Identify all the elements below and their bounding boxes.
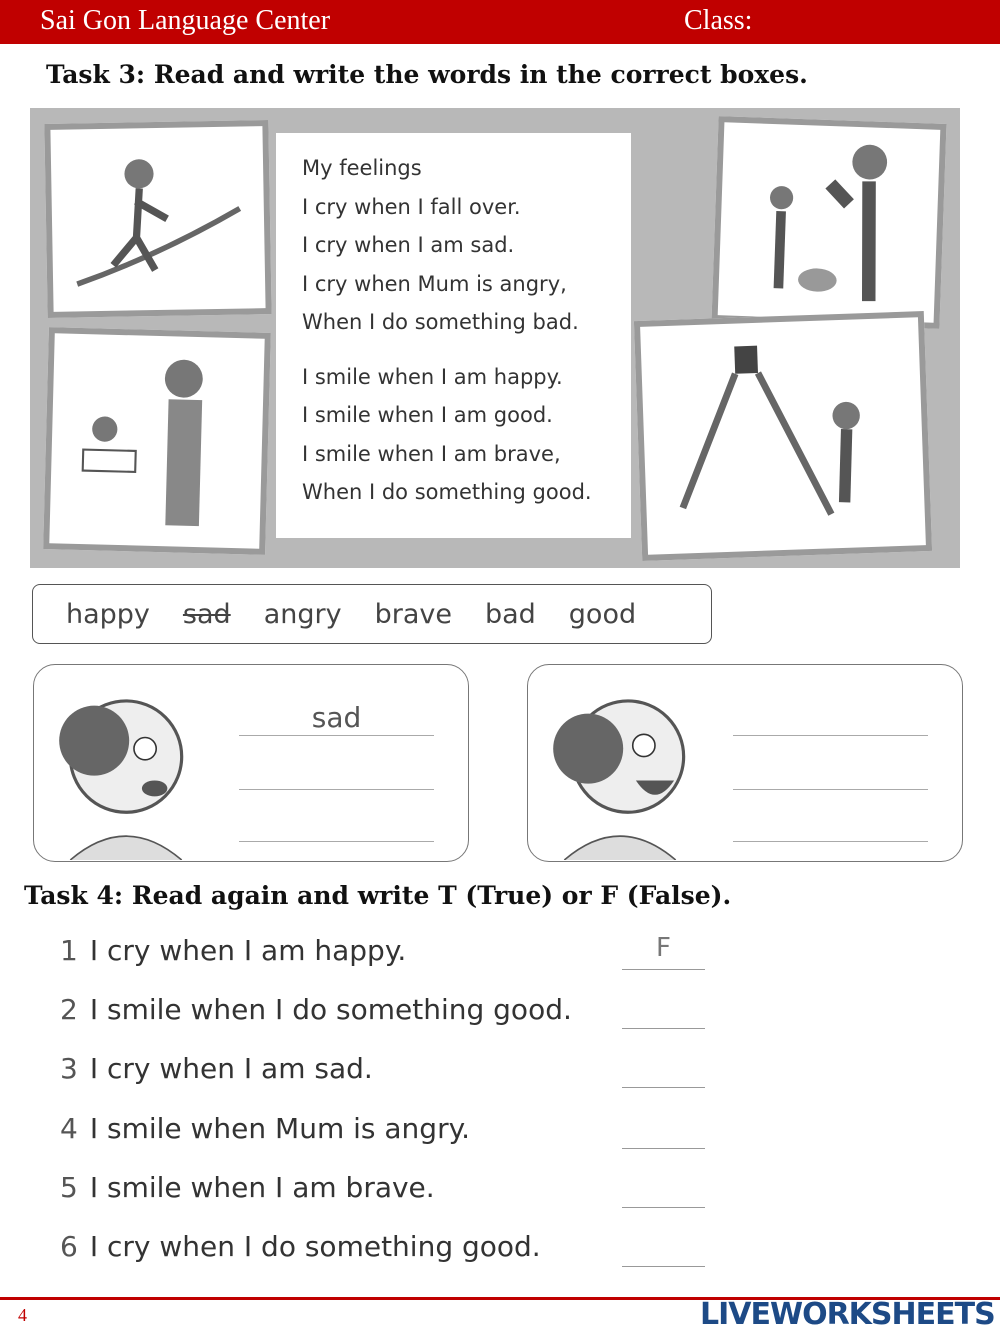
question-number: 5 [60,1171,78,1204]
liveworksheets-logo: LIVEWORKSHEETS [700,1297,995,1332]
question-text: I smile when I do something good. [89,993,572,1026]
girl-certificate-illustration [43,327,271,555]
mum-angry-illustration [711,116,946,329]
crying-answer-1[interactable]: sad [239,701,434,736]
question-4 [60,1112,470,1145]
word-sad: sad [182,598,231,630]
smiling-box [527,664,963,862]
question-3 [60,1052,373,1085]
question-number: 6 [60,1230,78,1263]
page-number: 4 [18,1305,27,1325]
poem-title: My feelings [302,156,422,180]
answer-3[interactable] [622,1051,705,1088]
question-text: I smile when Mum is angry. [89,1112,471,1145]
question-6 [60,1230,541,1263]
girl-slide-illustration [634,311,932,561]
answer-2[interactable] [622,992,705,1029]
poem-line: When I do something good. [302,480,592,504]
answer-1[interactable]: F [622,933,705,970]
smiling-answer-3[interactable] [733,807,928,842]
answer-6[interactable] [622,1230,705,1267]
smiling-answer-2[interactable] [733,755,928,790]
question-number: 3 [60,1052,78,1085]
question-2 [60,993,572,1026]
smiling-answer-1[interactable] [733,701,928,736]
question-5 [60,1171,435,1204]
school-name: Sai Gon Language Center [40,5,331,36]
task4-title: Task 4: Read again and write T (True) or F (False). [24,881,732,910]
answer-4[interactable] [622,1112,705,1149]
word-happy: happy [66,598,150,630]
header-bar [0,0,1000,44]
question-number: 2 [60,993,78,1026]
poem-line: I smile when I am happy. [302,364,563,389]
word-bad: bad [484,598,536,630]
crying-answer-3[interactable] [239,807,434,842]
question-text: I cry when I am sad. [89,1052,373,1085]
question-text: I cry when I do something good. [89,1230,541,1263]
word-angry: angry [263,598,342,630]
question-1 [60,934,406,967]
poem-card [276,133,631,538]
poem-line: I cry when Mum is angry, [302,271,567,296]
crying-answer-2[interactable] [239,755,434,790]
smiling-girl-illustration [540,685,700,860]
poem-line: I smile when I am good. [302,403,553,427]
class-label: Class: [684,5,753,36]
poem-line: I cry when I am sad. [302,233,515,257]
poem-line: I cry when I fall over. [302,194,521,219]
question-text: I smile when I am brave. [89,1171,435,1204]
question-number: 1 [60,934,78,967]
girl-falling-illustration [44,120,271,318]
poem-line: I smile when I am brave, [302,441,561,466]
poem-line: When I do something bad. [302,310,579,334]
crying-box [33,664,469,862]
answer-5[interactable] [622,1171,705,1208]
word-good: good [568,598,637,630]
word-brave: brave [374,598,452,630]
question-number: 4 [60,1112,78,1145]
task3-title: Task 3: Read and write the words in the correct boxes. [46,60,808,89]
question-text: I cry when I am happy. [89,934,407,967]
word-bank [32,584,712,644]
crying-girl-illustration [46,685,206,860]
